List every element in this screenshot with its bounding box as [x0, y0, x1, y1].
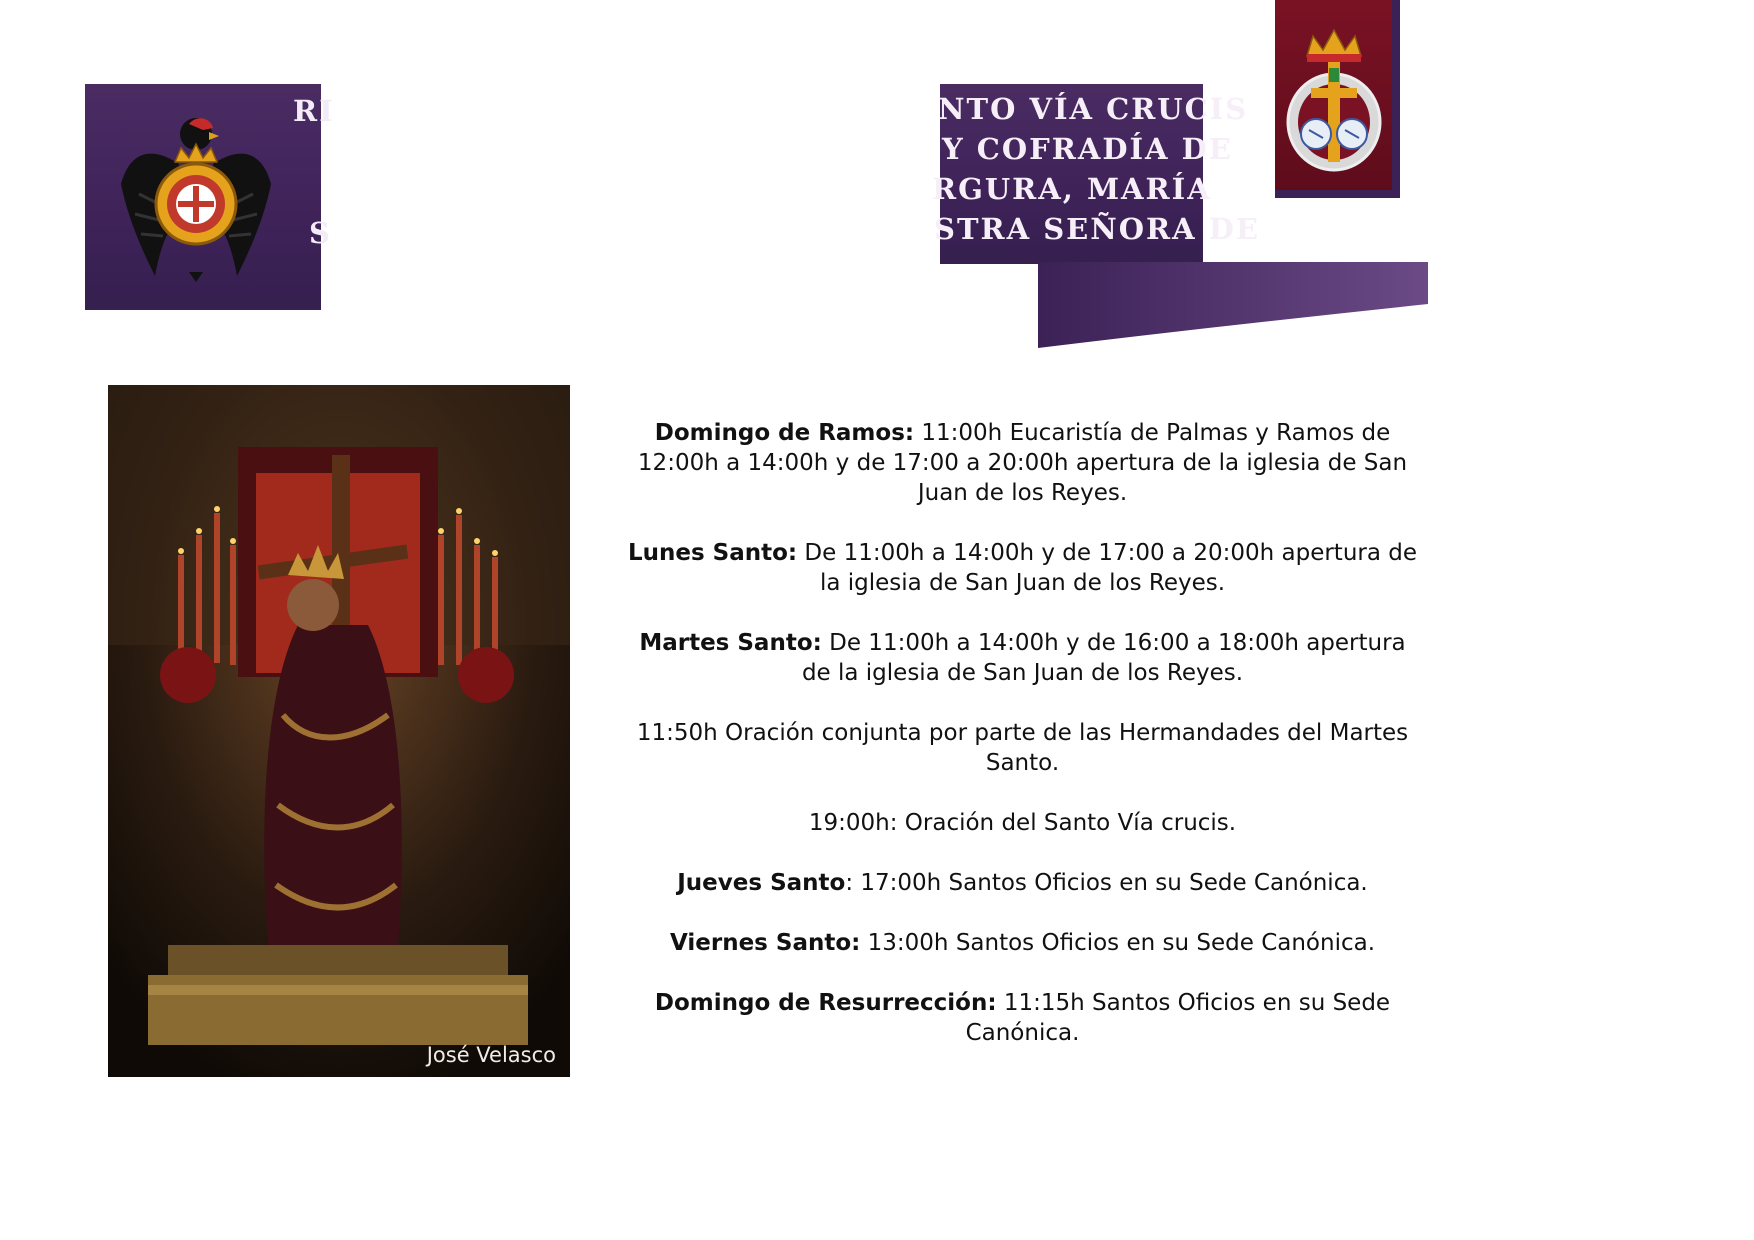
left-header-panel [85, 84, 335, 310]
schedule-entry [625, 928, 1420, 958]
schedule-day-label: Domingo de Resurrección: [654, 990, 997, 1016]
title-line: Y COFRADÍA DE [942, 132, 1233, 166]
schedule-day-label: Domingo de Ramos: [654, 420, 915, 446]
schedule-entry [625, 718, 1420, 778]
photo-credit: José Velasco [426, 1043, 556, 1067]
eagle-crest-icon [119, 104, 273, 284]
left-title-fragment: S [309, 216, 332, 250]
schedule-entry [625, 418, 1420, 508]
jesus-statue-photo [108, 385, 570, 1077]
schedule-day-label: Jueves Santo [677, 870, 846, 896]
schedule-entry [625, 988, 1420, 1048]
schedule-entry [625, 628, 1420, 688]
title-panel [932, 84, 1260, 264]
schedule-entry-text: 11:15h Santos Oficios en su Sede Canónica. [965, 990, 1391, 1046]
schedule-entry-text: De 11:00h a 14:00h y de 17:00 a 20:00h apertura de la iglesia de San Juan de los Reyes. [797, 540, 1418, 596]
title-line: NTO VÍA CRUCIS [938, 92, 1249, 126]
schedule-entry [625, 808, 1420, 838]
title-line: RGURA, MARÍA [932, 172, 1212, 206]
schedule-entry [625, 868, 1420, 898]
schedule-day-label: Martes Santo: [639, 630, 822, 656]
schedule-entry-text: 13:00h Santos Oficios en su Sede Canónica. [860, 930, 1376, 956]
holy-week-schedule [625, 418, 1420, 1078]
left-title-fragment: RI [293, 94, 335, 128]
crowned-shield-icon [1281, 24, 1387, 174]
schedule-entry-text: 11:50h Oración conjunta por parte de las Hermandades del Martes Santo. [636, 720, 1409, 776]
photo-image [108, 385, 570, 1077]
decorative-swoosh [1038, 260, 1428, 350]
title-line: STRA SEÑORA DE [934, 212, 1260, 246]
schedule-day-label: Viernes Santo: [669, 930, 861, 956]
schedule-entry-text: De 11:00h a 14:00h y de 16:00 a 18:00h apertura de la iglesia de San Juan de los Reyes. [801, 630, 1406, 686]
schedule-entry [625, 538, 1420, 598]
schedule-entry-text: 19:00h: Oración del Santo Vía crucis. [808, 810, 1237, 836]
schedule-day-label: Lunes Santo: [627, 540, 798, 566]
schedule-entry-text: 11:00h Eucaristía de Palmas y Ramos de 12:00h a 14:00h y de 17:00 a 20:00h apertura de la iglesia de San Juan de los Reyes. [637, 420, 1408, 506]
schedule-entry-text: : 17:00h Santos Oficios en su Sede Canónica. [845, 870, 1368, 896]
brotherhood-emblem [1275, 0, 1400, 198]
